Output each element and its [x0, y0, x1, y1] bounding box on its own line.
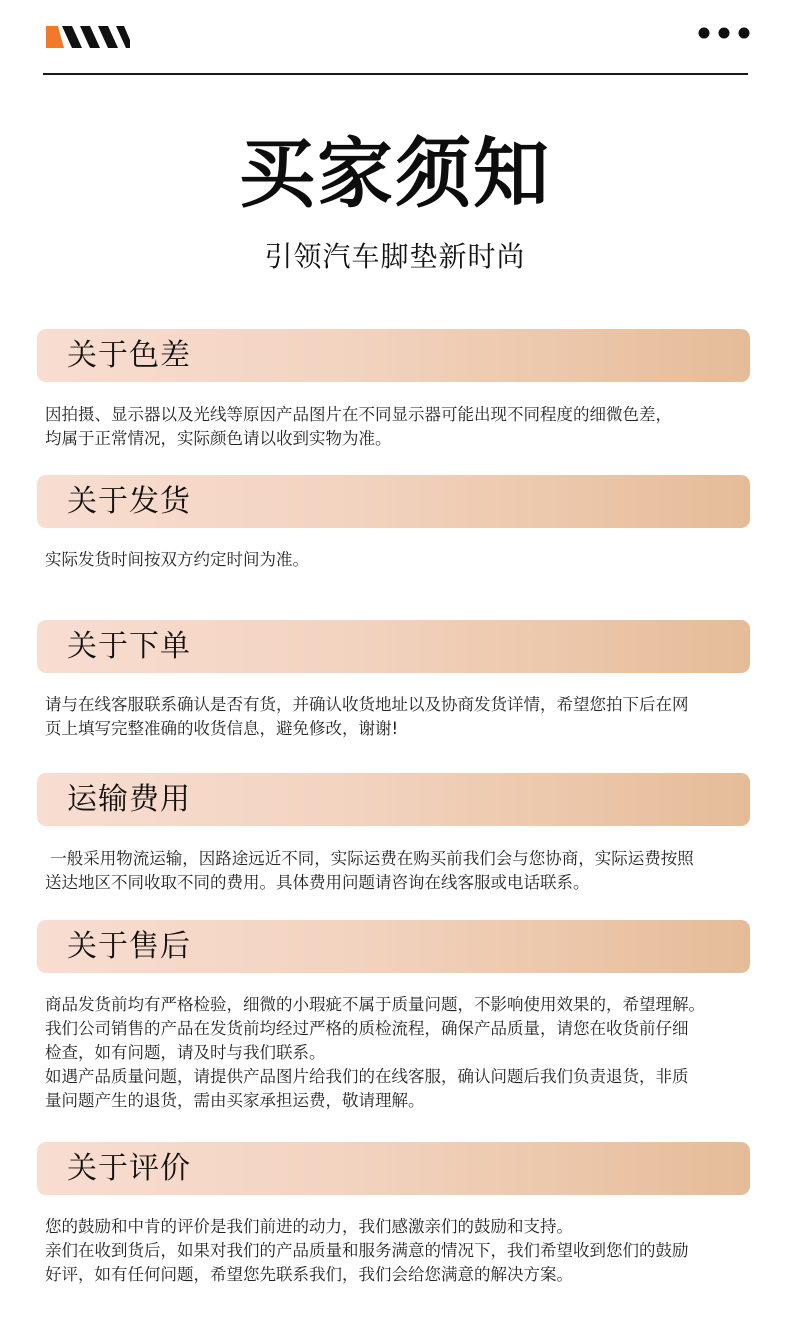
- section-body-shipping: [45, 548, 757, 572]
- section-title: 关于下单: [67, 629, 191, 664]
- body-line: 送达地区不同收取不同的费用。具体费用问题请咨询在线客服或电话联系。: [45, 873, 590, 892]
- body-line: 因拍摄、显示器以及光线等原因产品图片在不同显示器可能出现不同程度的细微色差，: [45, 405, 672, 424]
- section-title: 关于发货: [67, 484, 191, 519]
- body-line: 请与在线客服联系确认是否有货，并确认收货地址以及协商发货详情，希望您拍下后在网: [45, 695, 689, 714]
- body-line: 页上填写完整准确的收货信息，避免修改，谢谢!: [45, 719, 399, 738]
- section-header-after-sales: [37, 920, 750, 973]
- section-body-reviews: [45, 1215, 757, 1287]
- body-line: 好评，如有任何问题，希望您先联系我们，我们会给您满意的解决方案。: [45, 1265, 573, 1284]
- section-header-ordering: [37, 620, 750, 673]
- section-header-reviews: [37, 1142, 750, 1195]
- section-body-ordering: [45, 693, 757, 741]
- section-title: 关于评价: [67, 1151, 191, 1186]
- section-header-freight: [37, 773, 750, 826]
- page-subtitle: 引领汽车脚垫新时尚: [264, 240, 526, 273]
- section-title: 关于色差: [67, 338, 191, 373]
- body-line: 我们公司销售的产品在发货前均经过严格的质检流程，确保产品质量，请您在收货前仔细: [45, 1019, 689, 1038]
- body-line: 实际发货时间按双方约定时间为准。: [45, 550, 309, 569]
- more-dots-icon[interactable]: [698, 26, 750, 40]
- section-body-color-difference: [45, 403, 757, 451]
- page-title: 买家须知: [239, 129, 551, 218]
- section-title: 运输费用: [67, 782, 191, 817]
- body-line: 一般采用物流运输，因路途远近不同，实际运费在购买前我们会与您协商，实际运费按照: [45, 849, 694, 868]
- section-body-freight: [45, 847, 757, 895]
- section-header-shipping: [37, 475, 750, 528]
- body-line: 您的鼓励和中肯的评价是我们前进的动力，我们感激亲们的鼓励和支持。: [45, 1217, 573, 1236]
- body-line: 量问题产生的退货，需由买家承担运费，敬请理解。: [45, 1091, 425, 1110]
- body-line: 亲们在收到货后，如果对我们的产品质量和服务满意的情况下，我们希望收到您们的鼓励: [45, 1241, 689, 1260]
- section-body-after-sales: [45, 993, 757, 1113]
- section-header-color-difference: [37, 329, 750, 382]
- header-divider: [43, 73, 748, 75]
- section-title: 关于售后: [67, 929, 191, 964]
- body-line: 如遇产品质量问题，请提供产品图片给我们的在线客服，确认问题后我们负责退货，非质: [45, 1067, 689, 1086]
- body-line: 检查，如有问题，请及时与我们联系。: [45, 1043, 326, 1062]
- body-line: 商品发货前均有严格检验，细微的小瑕疵不属于质量问题，不影响使用效果的，希望理解。: [45, 995, 705, 1014]
- body-line: 均属于正常情况，实际颜色请以收到实物为准。: [45, 429, 392, 448]
- stripes-logo-icon: [46, 26, 130, 48]
